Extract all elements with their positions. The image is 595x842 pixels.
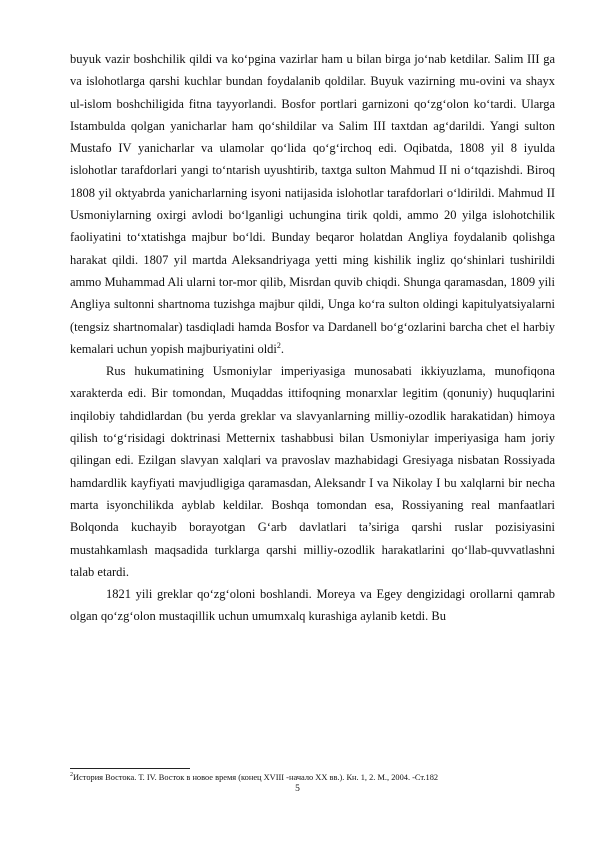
footnote-number: 2 bbox=[70, 772, 73, 779]
page-number: 5 bbox=[295, 784, 300, 794]
footnote-divider bbox=[70, 768, 190, 769]
footnote bbox=[70, 772, 555, 783]
paragraph-1-text: buyuk vazir boshchilik qildi va ko‘pgina vazirlar ham u bilan birga jo‘nab ketdilar. Salim III ga va islohotlarga qarshi kuchlar bundan foydalanib qoldilar. Buyuk vazirning mu-ovini va shayx ul-islom boshchiligida fitna tayyorlandi. Bosfor portlari garnizoni qo‘zg‘olon ko‘tardi. Ularga Istambulda qolgan yanicharlar ham qo‘shildilar va Salim III taxtdan ag‘darildi. Yangi sulton Mustafo IV yanicharlar va ulamolar qo‘lida qo‘g‘irchoq edi. Oqibatda, 1808 yil 8 iyulda islohotlar tarafdorlari yangi to‘ntarish uyushtirib, taxtga sulton Mahmud II ni o‘tqazishdi. Biroq 1808 yil oktyabrda yanicharlarning isyoni natijasida islohotlar tarafdorlari o‘ldirildi. Mahmud II Usmoniylarning oxirgi avlodi bo‘lganligi uchungina tirik qoldi, ammo 20 yilga islohotchilik faoliyatini to‘xtatishga majbur bo‘ldi. Bunday beqaror holatdan Angliya foydalanib qolishga harakat qildi. 1807 yil martda Aleksandriyaga yetti ming kishilik ingliz qo‘shinlari tushirildi ammo Muhammad Ali ularni tor-mor qilib, Misrdan quvib chiqdi. Shunga qaramasdan, 1809 yili Angliya sultonni shartnoma tuzishga majbur qildi, Unga ko‘ra sulton oldingi kapitulyatsiyalarni (tengsiz shartnomalar) tasdiqladi hamda Bosfor va Dardanell bo‘g‘ozlarini barcha chet el harbiy kemalari uchun yopish majburiyatini oldi bbox=[70, 52, 555, 356]
footnote-reference: 2 bbox=[276, 340, 281, 350]
paragraph-1 bbox=[70, 48, 555, 360]
paragraph-2: Rus hukumatining Usmoniylar imperiyasiga munosabati ikkiyuzlama, munofiqona xarakterda edi. Bir tomondan, Muqaddas ittifoqning monarxlar legitim (qonuniy) huquqlarini inqilobiy tahdidlardan (bu yerda greklar va slavyanlarning milliy-ozodlik harakatidan) himoya qilish to‘g‘risidagi doktrinasi Metternix tashabbusi bilan Usmoniylar imperiyasiga ham joriy qilingan edi. Ezilgan slavyan xalqlari va pravoslav mazhabidagi Gresiyaga nisbatan Rossiyada hamdardlik kayfiyati mavjudligiga qaramasdan, Aleksandr I va Nikolay I bu xalqlarni bir necha marta isyonchilikda ayblab keldilar. Boshqa tomondan esa, Rossiyaning real manfaatlari Bolqonda kuchayib borayotgan G‘arb davlatlari ta’siriga qarshi ruslar pozisiyasini mustahkamlash maqsadida turklarga qarshi milliy-ozodlik harakatlarini qo‘llab-quvvatlashni talab etardi. bbox=[70, 364, 555, 579]
paragraph-3: 1821 yili greklar qo‘zg‘oloni boshlandi. Moreya va Egey dengizidagi orollarni qamrab olgan qo‘zg‘olon mustaqillik uchun umumxalq kurashiga aylanib ketdi. Bu bbox=[70, 587, 555, 624]
paragraph-1-end: . bbox=[280, 341, 285, 356]
page-body bbox=[70, 48, 555, 628]
footnote-text: История Востока. Т. IV. Восток в новое время (конец XVIII -начало XX вв.). Кн. 1, 2. М., 2004. -Ст.182 bbox=[73, 773, 439, 782]
